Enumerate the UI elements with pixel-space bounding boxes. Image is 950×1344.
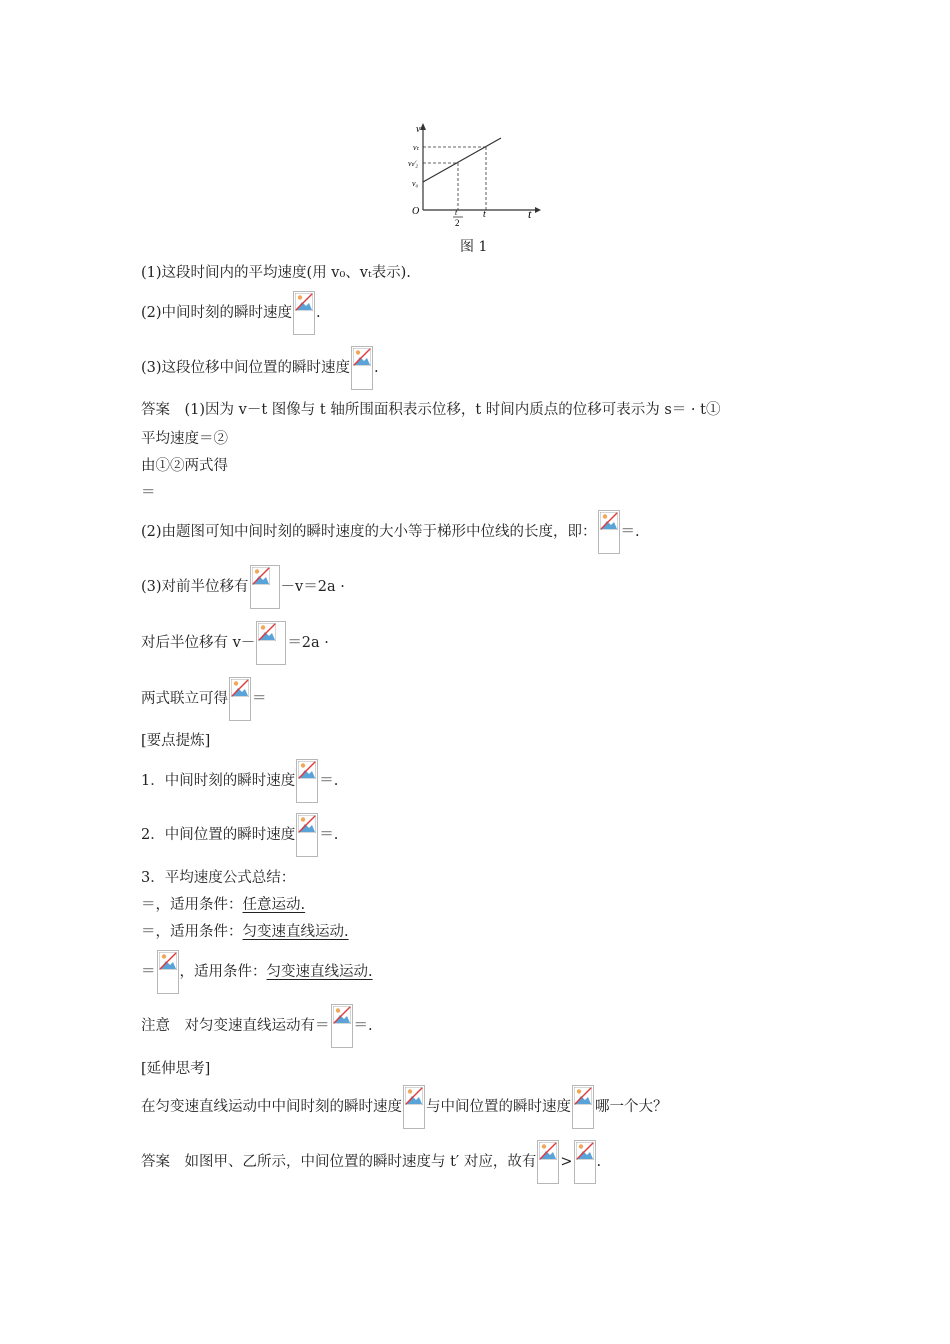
extension-question: 在匀变速直线运动中中间时刻的瞬时速度 与中间位置的瞬时速度 哪一个大？ — [141, 1085, 668, 1129]
condition-uniform-accel-2: 匀变速直线运动. — [266, 964, 373, 980]
vt-graph — [395, 118, 545, 230]
formula-image-icon — [572, 1085, 594, 1129]
vt-label: vₜ — [413, 143, 419, 152]
formula-any-motion: ＝，适用条件：任意运动. — [141, 897, 306, 913]
answer-2: (2)由题图可知中间时刻的瞬时速度的大小等于梯形中位线的长度，即： ＝. — [141, 510, 640, 554]
formula-image-icon — [598, 510, 620, 554]
key-point-1: 1．中间时刻的瞬时速度 ＝. — [141, 759, 338, 803]
formula-image-icon — [351, 346, 373, 390]
formula-image-icon — [403, 1085, 425, 1129]
key-points-heading: [要点提炼] — [141, 733, 211, 749]
t-axis-label: t — [528, 207, 532, 221]
key-point-3: 3．平均速度公式总结： — [141, 870, 296, 886]
t-half-denominator: 2 — [455, 218, 460, 228]
formula-image-icon — [296, 813, 318, 857]
v-axis-label: v — [416, 124, 421, 135]
vhalf-label: vₜ⁄₂ — [408, 159, 419, 168]
origin-label: O — [412, 206, 420, 217]
extension-heading: [延伸思考] — [141, 1061, 211, 1077]
answer-3-second-half: 对后半位移有 v－ ＝2a · — [141, 621, 329, 665]
answer-3-combine: 两式联立可得 ＝ — [141, 677, 267, 721]
t-tick-label: t — [483, 209, 486, 220]
v0-label: v₀ — [412, 179, 419, 188]
note: 注意 对匀变速直线运动有＝ ＝. — [141, 1004, 373, 1048]
question-1: (1)这段时间内的平均速度(用 v₀、vₜ表示). — [141, 265, 411, 281]
t-half-numerator: t — [455, 208, 458, 217]
key-point-2: 2．中间位置的瞬时速度 ＝. — [141, 813, 338, 857]
question-3: (3)这段位移中间位置的瞬时速度 . — [141, 346, 379, 390]
velocity-line — [423, 138, 501, 182]
figure-caption: 图 1 — [460, 239, 488, 255]
formula-uniform-accel: ＝，适用条件：匀变速直线运动. — [141, 924, 349, 940]
v-axis-arrow — [420, 123, 426, 130]
formula-image-icon — [229, 677, 251, 721]
formula-uniform-accel-2: ＝ ，适用条件：匀变速直线运动. — [141, 950, 373, 994]
answer-1-avg: 平均速度＝② — [141, 431, 228, 447]
answer-1-derive: 由①②两式得 — [141, 458, 228, 474]
vt-graph-figure — [395, 118, 545, 230]
question-2-text: (2)中间时刻的瞬时速度 — [141, 305, 293, 321]
formula-image-icon — [250, 565, 280, 609]
answer-3-first-half: (3)对前半位移有 －v＝2a · — [141, 565, 345, 609]
formula-image-icon — [256, 621, 286, 665]
t-axis-arrow — [535, 207, 541, 213]
formula-image-icon — [293, 291, 315, 335]
formula-image-icon — [537, 1140, 559, 1184]
condition-uniform-accel: 匀变速直线运动. — [242, 924, 349, 940]
formula-image-icon — [157, 950, 179, 994]
formula-image-icon — [296, 759, 318, 803]
formula-image-icon — [331, 1004, 353, 1048]
question-3-text: (3)这段位移中间位置的瞬时速度 — [141, 360, 351, 376]
condition-any-motion: 任意运动. — [242, 897, 306, 913]
formula-image-icon — [574, 1140, 596, 1184]
question-2: (2)中间时刻的瞬时速度 . — [141, 291, 321, 335]
answer-1-result: ＝ — [141, 485, 156, 501]
answer-1: 答案 (1)因为 v－t 图像与 t 轴所围面积表示位移，t 时间内质点的位移可表示为 s＝ · t① — [141, 402, 721, 418]
extension-answer: 答案 如图甲、乙所示，中间位置的瞬时速度与 t′ 对应，故有 > . — [141, 1140, 601, 1184]
